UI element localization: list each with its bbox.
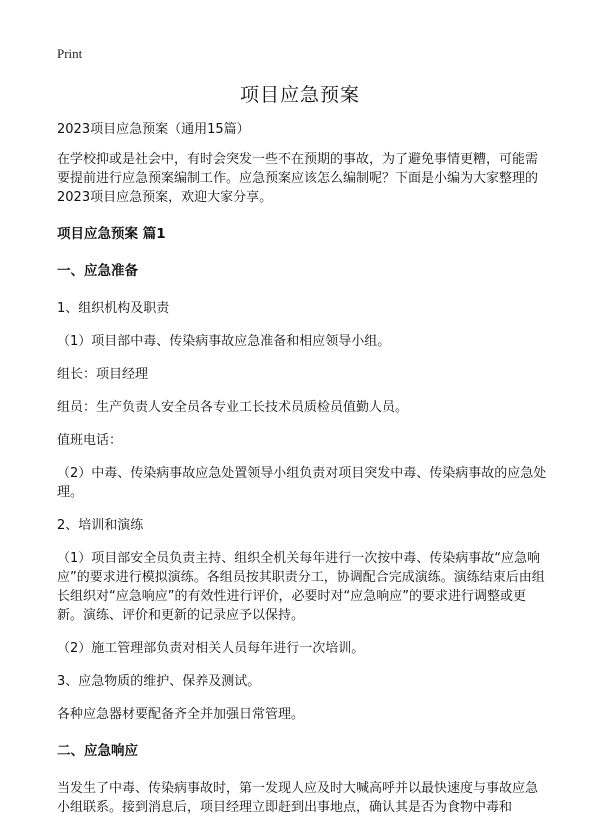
- section-title: 项目应急预案 篇1: [57, 226, 166, 242]
- intro-paragraph: 在学校抑或是社会中，有时会突发一些不在预期的事故，为了避免事情更糟，可能需要提前进行应急预案编制工作。应急预案应该怎么编制呢？下面是小编为大家整理的2023项目应急预案，欢迎大家分享。: [57, 152, 539, 205]
- item3-heading: 3、应急物质的维护、保养及测试。: [57, 674, 261, 689]
- item1-leader: 组长：项目经理: [57, 367, 149, 382]
- item1-phone: 值班电话：: [57, 433, 123, 448]
- item1-paragraph-2: （2）中毒、传染病事故应急处置领导小组负责对项目突发中毒、传染病事故的应急处理。: [57, 466, 547, 500]
- document-body: [57, 120, 549, 828]
- item1-paragraph-1: （1）项目部中毒、传染病事故应急准备和相应领导小组。: [57, 334, 391, 349]
- part2-heading: 二、应急响应: [57, 743, 138, 759]
- part1-heading: 一、应急准备: [57, 263, 138, 279]
- document-subtitle: 2023项目应急预案（通用15篇）: [57, 122, 250, 137]
- print-link[interactable]: Print: [57, 46, 83, 61]
- item1-members: 组员：生产负责人安全员各专业工长技术员质检员值勤人员。: [57, 400, 409, 415]
- item2-paragraph-1: （1）项目部安全员负责主持、组织全机关每年进行一次按中毒、传染病事故“应急响应”的要求进行模拟演练。各组员按其职责分工，协调配合完成演练。演练结束后由组长组织对“应急响应”的有效性进行评价，必要时对“应急响应”的要求进行调整或更新。演练、评价和更新的记录应予以保持。: [57, 551, 545, 623]
- item1-heading: 1、组织机构及职责: [57, 301, 170, 316]
- part2-paragraph: 当发生了中毒、传染病事故时，第一发现人应及时大喊高呼并以最快速度与事故应急小组联系。接到消息后，项目经理立即赶到出事地点，确认其是否为食物中毒和: [57, 781, 539, 815]
- item3-paragraph: 各种应急器材要配备齐全并加强日常管理。: [57, 707, 305, 722]
- item2-heading: 2、培训和演练: [57, 518, 144, 533]
- item2-paragraph-2: （2）施工管理部负责对相关人员每年进行一次培训。: [57, 641, 365, 656]
- page-title: 项目应急预案: [239, 84, 360, 106]
